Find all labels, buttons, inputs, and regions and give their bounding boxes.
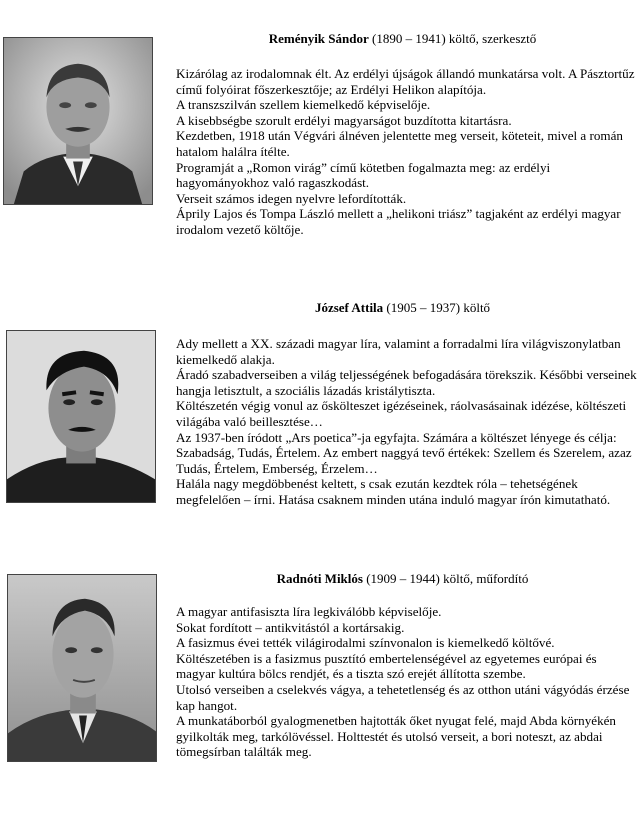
bio-paragraph: Verseit számos idegen nyelvre lefordították. bbox=[176, 190, 407, 206]
poet-name: Radnóti Miklós bbox=[276, 571, 363, 586]
bio-paragraph: Halála nagy megdöbbenést keltett, s csak ezután kezdtek róla – tehetségének megfelelően – írni. Hatása csaknem minden utána induló magyar írón kimutatható. bbox=[176, 476, 611, 507]
portrait-photo-remenyik bbox=[3, 37, 153, 205]
bio-paragraph: Költészetében is a fasizmus pusztító embertelenségével az egyetemes európai és magyar kultúra bölcs rendjét, és a tiszta szó erejét állította szembe. bbox=[176, 650, 597, 682]
bio-paragraph: Áprily Lajos és Tompa László mellett a „helikoni triász” tagjaként az erdélyi magyar irodalom vezető költője. bbox=[176, 206, 621, 237]
poet-title bbox=[175, 571, 630, 587]
bio-paragraph: Ady mellett a XX. századi magyar líra, valamint a forradalmi líra világviszonylatban kiemelkedő alakja. bbox=[176, 336, 621, 367]
bio-paragraph: Áradó szabadverseiben a világ teljességének befogadására törekszik. Későbbi verseinek hangja letisztult, a szociális lázadás kristálytiszta. bbox=[176, 367, 637, 398]
bio-paragraph: A magyar antifasiszta líra legkiválóbb képviselője. bbox=[176, 604, 442, 619]
bio-paragraph: Sokat fordított – antikvitástól a kortársakig. bbox=[176, 619, 405, 635]
poet-subtitle: (1909 – 1944) költő, műfordító bbox=[366, 571, 529, 586]
bio-paragraph: Programját a „Romon virág” című kötetben fogalmazta meg: az erdélyi hagyományokhoz való ragaszkodást. bbox=[176, 159, 551, 191]
portrait-photo-jozsef bbox=[6, 330, 156, 503]
bio-paragraph: A transzszilván szellem kiemelkedő képviselője. bbox=[176, 97, 431, 113]
bio-paragraph: Kizárólag az irodalomnak élt. Az erdélyi újságok állandó munkatársa volt. A Pásztortűz című folyóirat főszerkesztője; az Erdélyi Helikon alapítója. bbox=[176, 66, 635, 97]
bio-paragraph: A fasizmus évei tették világirodalmi színvonalon is kiemelkedő költővé. bbox=[176, 635, 555, 651]
poet-title bbox=[175, 31, 630, 47]
poet-section-jozsef bbox=[0, 290, 640, 550]
portrait-photo-radnoti bbox=[7, 574, 157, 762]
poet-title bbox=[175, 300, 630, 316]
bio-paragraph: Kezdetben, 1918 után Végvári álnéven jelentette meg verseit, köteteit, mivel a román hatalom halálra ítélte. bbox=[176, 128, 623, 159]
bio-paragraph: Utolsó verseiben a cselekvés vágya, a tehetetlenség és az otthon utáni vágyódás érzése kap hangot. bbox=[176, 681, 630, 713]
poet-biography bbox=[176, 604, 638, 760]
bio-paragraph: A munkatáborból gyalogmenetben hajtották őket nyugat felé, majd Abda környékén gyilkolták meg, tarkólövéssel. Holttestét és utolsó verseit, a bori noteszt, az abdai tömegsírban találták meg. bbox=[176, 713, 616, 760]
poet-biography bbox=[176, 336, 638, 508]
bio-paragraph: Az 1937-ben íródott „Ars poetica”-ja egyfajta. Számára a költészet lényege és célja: Szabadság, Tudás, Értelem. Az embert naggyá tevő értékek: Szellem és Szerelem, azaz Tudás, Értelem, Emberség, Érzelem… bbox=[176, 429, 632, 476]
bio-paragraph: A kisebbségbe szorult erdélyi magyarságot buzdította kitartásra. bbox=[176, 112, 512, 128]
poet-name: József Attila bbox=[314, 300, 384, 315]
poet-biography bbox=[176, 66, 638, 238]
poet-section-remenyik bbox=[0, 0, 640, 270]
bio-paragraph: Költészetén végig vonul az őskölteszet igézéseinek, ráolvasásainak idézése, költészeti világába való beillesztése… bbox=[176, 398, 627, 429]
poet-section-radnoti bbox=[0, 560, 640, 823]
poet-name: Reményik Sándor bbox=[268, 31, 369, 46]
poet-subtitle: (1905 – 1937) költő bbox=[386, 300, 491, 315]
poet-subtitle: (1890 – 1941) költő, szerkesztő bbox=[372, 31, 537, 46]
